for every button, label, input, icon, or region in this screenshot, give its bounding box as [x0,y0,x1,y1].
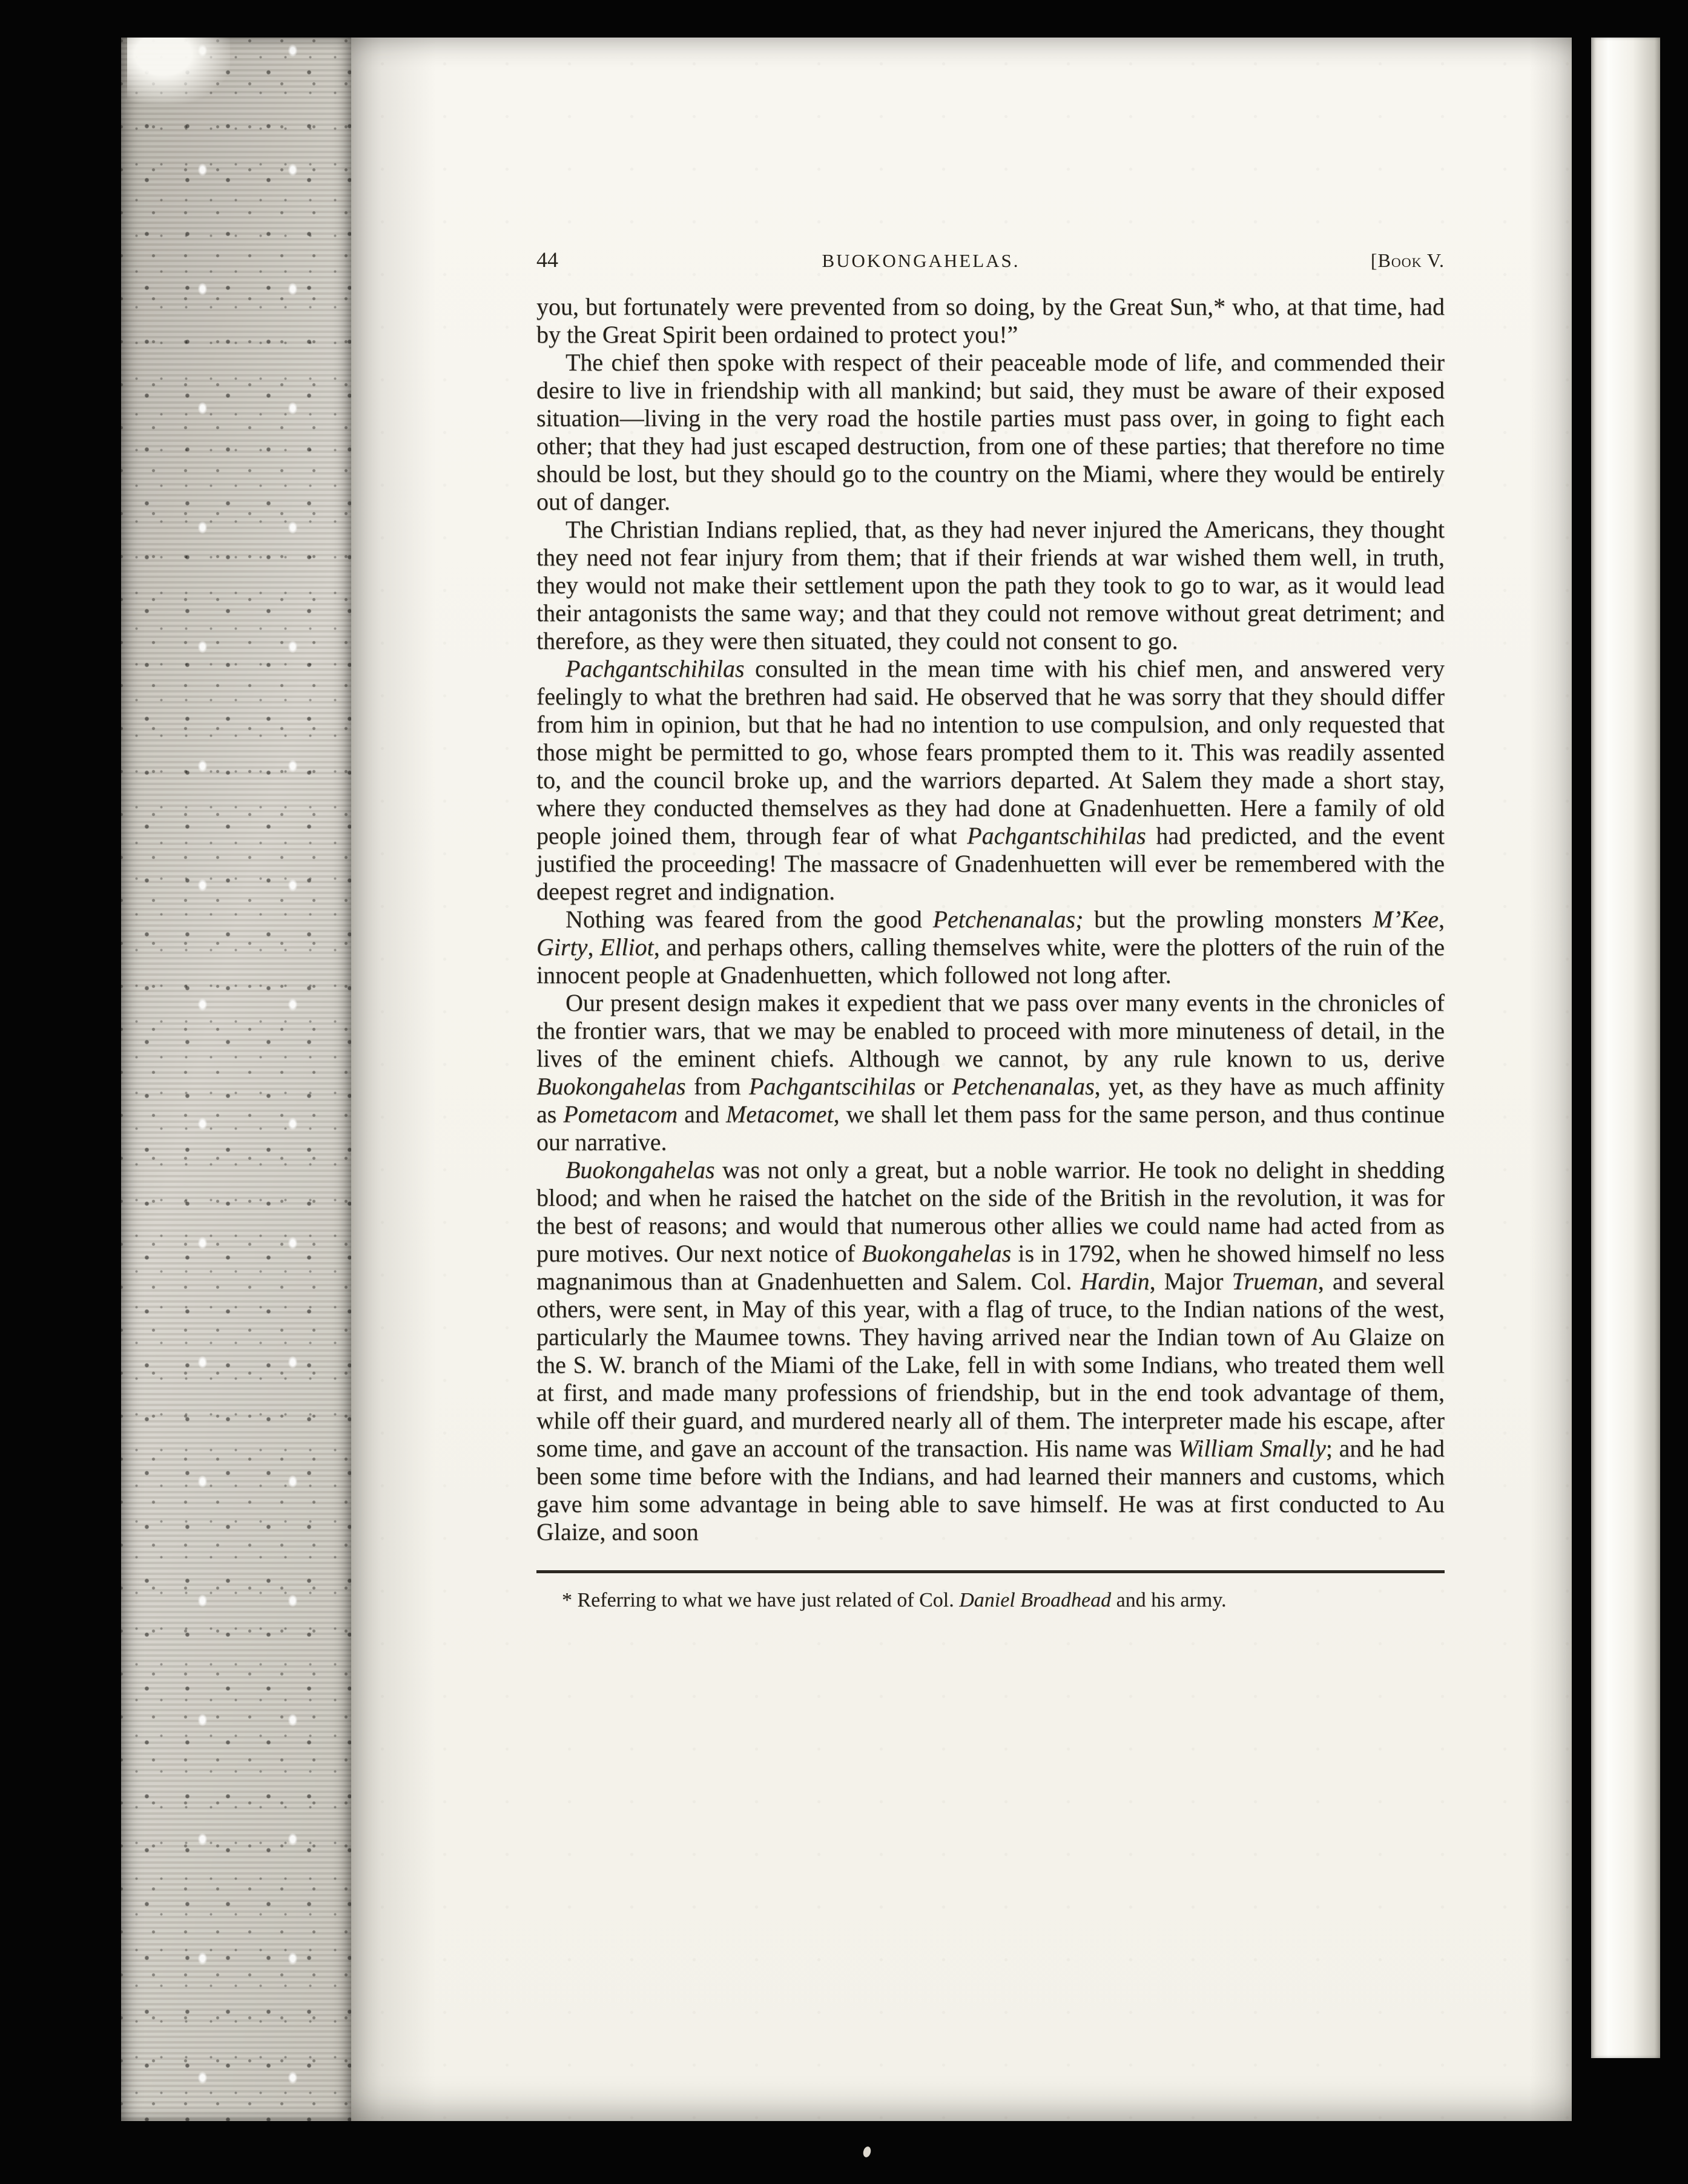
paragraph: Pachgantschihilas consulted in the mean time with his chief men, and answered very feelingly to what the brethren had said. He observed that he was sorry that they should differ from him in opinion, but that he had no intention to use compulsion, and only requested that those might be permitted to go, whose fears prompted them to it. This was readily assented to, and the council broke up, and the warriors departed. At Salem they made a short stay, where they conducted themselves as they had done at Gnadenhuetten. Here a family of old people joined them, through fear of what Pachgantschihilas had predicted, and the event justified the proceeding! The massacre of Gnadenhuetten will ever be remembered with the deepest regret and indignation. [536,655,1445,905]
paragraph: Buokongahelas was not only a great, but a noble warrior. He took no delight in shedding blood; and when he raised the hatchet on the side of the British in the revolution, it was for the best of reasons; and would that numerous other allies we could name had acted from as pure motives. Our next notice of Buokongahelas is in 1792, when he showed himself no less magnanimous than at Gnadenhuetten and Salem. Col. Hardin, Major Trueman, and several others, were sent, in May of this year, with a flag of truce, to the Indian nations of the west, particularly the Maumee towns. They having arrived near the Indian town of Au Glaize on the S. W. branch of the Miami of the Lake, fell in with some Indians, who treated them well at first, and made many professions of friendship, but in the end took advantage of them, while off their guard, and murdered nearly all of them. The interpreter made his escape, after some time, and gave an account of the transaction. His name was William Smally; and he had been some time before with the Indians, and had learned their manners and customs, which gave him some advantage in being able to save himself. He was at first conducted to Au Glaize, and soon [536,1156,1445,1545]
running-title: BUOKONGAHELAS. [822,250,1020,271]
page-corner-highlight [127,38,230,104]
footnote-rule [536,1570,1445,1573]
paragraph: The Christian Indians replied, that, as they had never injured the Americans, they thought they need not fear injury from them; that if their friends at war wished them well, in truth, they would not make their settlement upon the path they took to go to war, as it would lead their antagonists the same way; and that they could not remove without great detriment; and therefore, as they were then situated, they could not consent to go. [536,516,1445,654]
scan-artifact [862,2146,872,2158]
paragraph: The chief then spoke with respect of their peaceable mode of life, and commended their desire to live in friendship with all mankind; but said, they must be aware of their exposed situation—living in the very road the hostile parties must pass over, in going to fight each other; that they had just escaped destruction, from one of these parties; that therefore no time should be lost, but they should go to the country on the Miami, where they would be entirely out of danger. [536,349,1445,515]
body-text [536,293,1445,1546]
paragraph: you, but fortunately were prevented from so doing, by the Great Sun,* who, at that time, had by the Great Spirit been ordained to protect you!” [536,293,1445,348]
page-number: 44 [536,248,558,272]
adjacent-page-edge [1591,38,1660,2058]
paragraph: Our present design makes it expedient that we pass over many events in the chronicles of the frontier wars, that we may be enabled to proceed with more minuteness of detail, in the lives of the eminent chiefs. Although we cannot, by any rule known to us, derive Buokongahelas from Pachgantscihilas or Petchenanalas, yet, as they have as much affinity as Pometacom and Metacomet, we shall let them pass for the same person, and thus continue our narrative. [536,989,1445,1156]
text-block [536,247,1445,1613]
footnote-text: * Referring to what we have just related of Col. Daniel Broadhead and his army. [562,1589,1227,1611]
page-edge-texture [121,38,351,2121]
book-volume-label: [Book V. [1370,249,1445,271]
page-header [536,247,1445,272]
paragraph: Nothing was feared from the good Petchenanalas; but the prowling monsters M’Kee, Girty, Elliot, and perhaps others, calling themselves white, were the plotters of the ruin of the innocent people at Gnadenhuetten, which followed not long after. [536,906,1445,988]
book-page [351,38,1572,2121]
